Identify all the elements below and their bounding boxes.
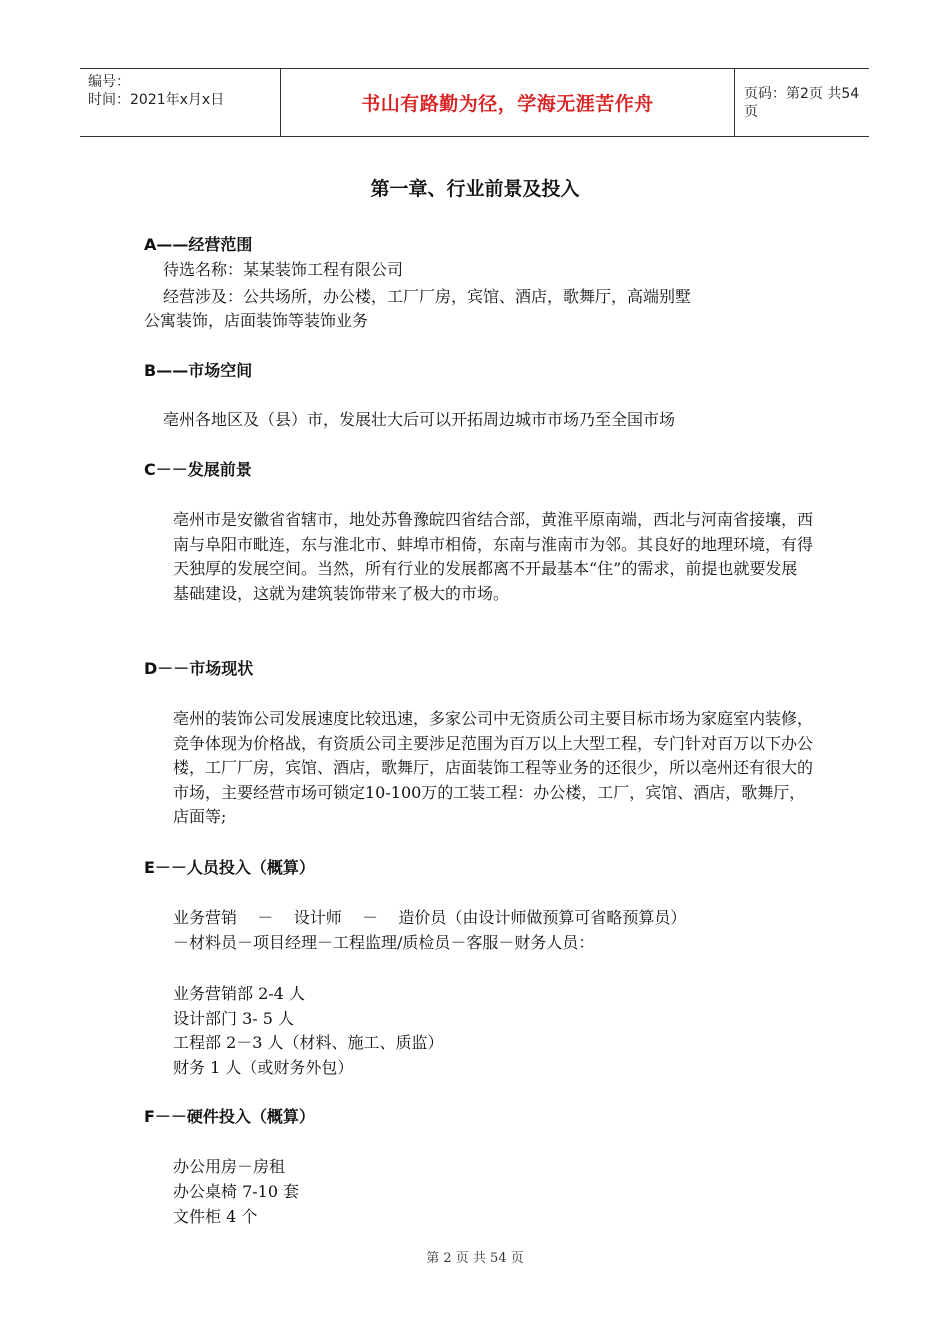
section-c-heading: C－－发展前景 — [144, 460, 252, 479]
hardware-item: 办公用房－房租 — [173, 1157, 286, 1176]
section-c-paragraph: 亳州市是安徽省省辖市，地处苏鲁豫皖四省结合部，黄淮平原南端，西北与河南省接壤，西南与阜阳市毗连，东与淮北市、蚌埠市相倚，东南与淮南市为邻。其良好的地理环境，有得天独厚的发展空间。当然，所有行业的发展都离不开最基本“住”的需求，前提也就要发展基础建设，这就为建筑装饰带来了极大的市场。 — [173, 510, 814, 603]
page-footer: 第 2 页 共 54 页 — [426, 1251, 524, 1266]
hardware-item: 文件柜 4 个 — [173, 1207, 258, 1226]
header-page-cell — [735, 69, 869, 136]
section-a-heading: A——经营范围 — [144, 235, 253, 254]
chapter-title: 第一章、行业前景及投入 — [370, 178, 580, 200]
section-f-heading: F－－硬件投入（概算） — [144, 1107, 315, 1126]
section-b-text: 亳州各地区及（县）市，发展壮大后可以开拓周边城市市场乃至全国市场 — [163, 410, 676, 429]
header-motto: 书山有路勤为径，学海无涯苦作舟 — [361, 93, 654, 115]
document-date-label: 时间：2021年x月x日 — [88, 92, 225, 108]
section-a-scope-line1: 经营涉及：公共场所，办公楼，工厂厂房，宾馆、酒店，歌舞厅，高端别墅 — [163, 287, 692, 306]
header-page-number: 页码：第2页 共54页 — [744, 85, 860, 120]
page-header — [80, 68, 869, 137]
staff-item: 业务营销部 2-4 人 — [173, 984, 305, 1003]
hardware-item: 办公桌椅 7-10 套 — [173, 1182, 300, 1201]
staff-item: 设计部门 3- 5 人 — [173, 1009, 295, 1028]
header-motto-cell — [280, 69, 735, 136]
header-meta-cell — [80, 69, 280, 136]
section-a-scope-line2: 公寓装饰，店面装饰等装饰业务 — [144, 311, 369, 330]
section-a-name-line: 待选名称：某某装饰工程有限公司 — [163, 260, 404, 279]
staff-item: 财务 1 人（或财务外包） — [173, 1058, 354, 1077]
section-e-flow-line2: －材料员－项目经理－工程监理/质检员－客服－财务人员： — [173, 933, 595, 952]
document-number-label: 编号： — [88, 74, 130, 90]
staff-item: 工程部 2－3 人（材料、施工、质监） — [173, 1033, 444, 1052]
section-d-paragraph: 亳州的装饰公司发展速度比较迅速，多家公司中无资质公司主要目标市场为家庭室内装修，竞争体现为价格战，有资质公司主要涉足范围为百万以上大型工程，专门针对百万以下办公楼，工厂厂房，宾馆、酒店，歌舞厅，店面装饰工程等业务的还很少，所以亳州还有很大的市场，主要经营市场可锁定10-100万的工装工程：办公楼，工厂，宾馆、酒店，歌舞厅，店面等; — [173, 709, 814, 826]
section-b-heading: B——市场空间 — [144, 361, 253, 380]
section-d-heading: D－－市场现状 — [144, 659, 254, 678]
section-e-flow-line1: 业务营销 － 设计师 － 造价员（由设计师做预算可省略预算员） — [173, 908, 687, 927]
section-e-heading: E－－人员投入（概算） — [144, 858, 315, 877]
